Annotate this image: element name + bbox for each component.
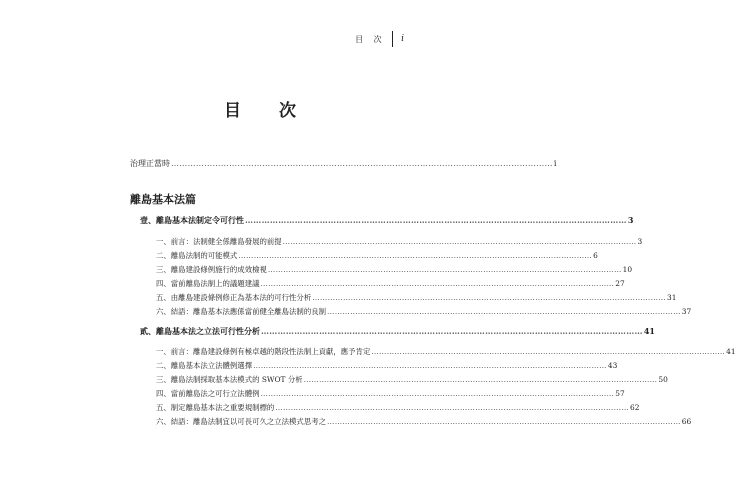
toc-entry-label: 治理正當時 [130,159,170,168]
toc-leader-dots: ………………………………………………………………………………………………………………………… [238,251,593,260]
toc-leader-dots: ………………………………………………………………………………………………………………………… [260,389,615,398]
toc-item [156,388,625,400]
toc-entry-label: 三、離島建設條例施行的成效檢視 [156,265,267,274]
part-title: 離島基本法篇 [130,193,196,206]
toc-item [156,306,692,318]
toc-entry-label: 四、當前離島法制上的議題建議 [156,279,260,288]
toc-item [156,292,677,304]
page-title: 目 次 [224,101,312,121]
toc-item [156,374,668,386]
toc-entry-page: 57 [615,389,625,398]
toc-leader-dots: ………………………………………………………………………………………………………………………… [303,375,658,384]
toc-entry-preface [130,158,557,170]
toc-item [156,416,692,428]
toc-entry-label: 四、當前離島法之可行立法體例 [156,389,260,398]
toc-entry-page: 41 [726,347,736,356]
toc-item [156,402,640,414]
toc-item [156,250,598,262]
toc-entry-label: 五、由離島建設條例修正為基本法的可行性分析 [156,293,312,302]
toc-entry-label: 三、離島法制採取基本法模式的 SWOT 分析 [156,375,303,384]
toc-entry-page: 10 [622,265,633,274]
toc-leader-dots: ………………………………………………………………………………………………………………………… [261,326,643,336]
toc-entry-page: 31 [667,293,677,302]
toc-entry-label: 六、結語：離島法制宜以可長可久之立法模式思考之 [156,417,326,426]
toc-entry-label: 二、離島基本法立法體例選擇 [156,361,253,370]
page-header [355,31,404,47]
toc-item [156,264,633,276]
toc-entry-page: 27 [615,279,625,288]
toc-entry-page: 3 [637,237,643,246]
toc-entry-label: 二、離島法制的可能模式 [156,251,238,260]
toc-leader-dots: ………………………………………………………………………………………………………………………… [327,417,681,426]
toc-leader-dots: ………………………………………………………………………………………………………………………… [327,307,681,316]
toc-section-2 [140,325,655,337]
toc-item [156,278,625,290]
toc-leader-dots: ………………………………………………………………………………………………………………………… [371,347,726,356]
toc-leader-dots: ………………………………………………………………………………………………………………………… [267,265,622,274]
toc-entry-label: 六、結語：離島基本法應係當前健全離島法制的良制 [156,307,326,316]
toc-entry-label: 五、制定離島基本法之重要規制標的 [156,403,275,412]
toc-leader-dots: ………………………………………………………………………………………………………………………… [260,279,615,288]
toc-entry-label: 壹、離島基本法制定令可行性 [140,215,244,225]
toc-leader-dots: ………………………………………………………………………………………………………………………… [312,293,666,302]
toc-leader-dots: ………………………………………………………………………………………………………………………… [282,237,637,246]
toc-leader-dots: ………………………………………………………………………………………………………………………… [245,215,627,225]
toc-entry-label: 一、前言：離島建設條例有極卓越的階段性法制上貢獻，應予肯定 [156,347,371,356]
toc-entry-page: 37 [681,307,692,316]
toc-entry-page: i [553,159,557,168]
toc-item [156,236,643,248]
toc-entry-page: 66 [681,417,692,426]
toc-entry-label: 貳、離島基本法之立法可行性分析 [140,326,260,336]
toc-section-1 [140,214,634,226]
header-page-number: i [401,34,404,44]
header-title: 目 次 [355,34,386,44]
toc-entry-page: 50 [658,375,668,384]
toc-entry-page: 6 [593,251,598,260]
toc-entry-label: 一、前言：法制健全係離島發展的前提 [156,237,282,246]
toc-item [156,346,736,358]
toc-entry-page: 41 [643,326,655,336]
toc-entry-page: 3 [627,215,634,225]
toc-leader-dots: ………………………………………………………………………………………………………………………… [275,403,630,412]
toc-leader-dots: ………………………………………………………………………………………………………………………… [171,159,553,168]
toc-item [156,360,618,372]
toc-entry-page: 43 [607,361,618,370]
toc-leader-dots: ………………………………………………………………………………………………………………………… [253,361,607,370]
toc-entry-page: 62 [630,403,640,412]
header-divider [392,31,394,47]
